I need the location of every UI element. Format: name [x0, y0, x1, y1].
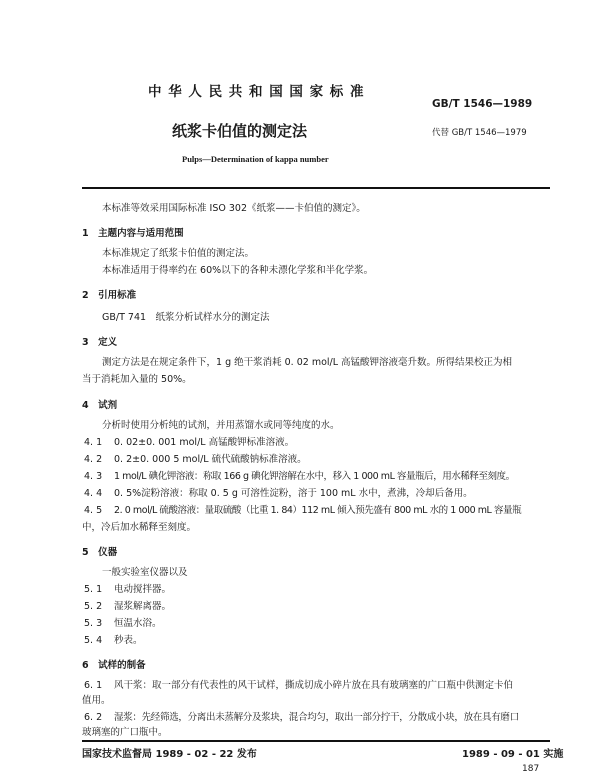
section-1-heading: 1 主题内容与适用范围 [82, 228, 184, 239]
section-1-paragraph-1: 本标准规定了纸浆卡伯值的测定法。 [102, 248, 255, 259]
item-6-1-line-1: 风干浆：取一部分有代表性的风干试样，撕成切成小碎片放在具有玻璃塞的广口瓶中供测定卡伯 [114, 680, 514, 691]
item-4-2-text: 0. 2±0. 000 5 mol/L 硫代硫酸钠标准溶液。 [114, 454, 307, 465]
item-5-1-number: 5. 1 [84, 584, 103, 595]
approval-note: 国家技术监督局 1989 - 02 - 22 发布 [82, 749, 257, 760]
national-standard-title: 中 华 人 民 共 和 国 国 家 标 准 [148, 84, 365, 100]
item-5-3-text: 恒温水浴。 [114, 618, 162, 629]
item-5-4-text: 秒表。 [114, 635, 143, 646]
item-4-4-text: 0. 5%淀粉溶液：称取 0. 5 g 可溶性淀粉，溶于 100 mL 水中，煮沸，冷却后备用。 [114, 488, 473, 499]
section-3-definition-line-2: 当于消耗加入量的 50%。 [82, 374, 192, 385]
item-4-1-number: 4. 1 [84, 437, 103, 448]
intro-paragraph: 本标准等效采用国际标准 ISO 302《纸浆——卡伯值的测定》。 [102, 203, 366, 214]
effective-date: 1989 - 09 - 01 实施 [462, 749, 564, 760]
item-4-2-number: 4. 2 [84, 454, 103, 465]
section-4-intro: 分析时使用分析纯的试剂，并用蒸馏水或同等纯度的水。 [102, 420, 340, 431]
section-2-reference: GB/T 741 纸浆分析试样水分的测定法 [102, 312, 270, 323]
page-number: 187 [522, 764, 540, 771]
item-5-1-text: 电动搅拌器。 [114, 584, 172, 595]
section-1-paragraph-2: 本标准适用于得率约在 60%以下的各种未漂化学浆和半化学浆。 [102, 265, 374, 276]
item-4-4-number: 4. 4 [84, 488, 103, 499]
section-3-definition-line-1: 测定方法是在规定条件下，1 g 绝干浆消耗 0. 02 mol/L 高锰酸钾溶液毫升数。所得结果校正为相 [102, 357, 513, 368]
item-4-5-number: 4. 5 [84, 505, 103, 516]
item-6-1-line-2: 值用。 [82, 695, 111, 706]
item-5-4-number: 5. 4 [84, 635, 103, 646]
item-6-2-line-1: 湿浆：先经筛选，分离出未蒸解分及浆块，混合均匀，取出一部分拧干，分散成小块，放在具有磨口 [114, 712, 519, 723]
section-5-intro: 一般实验室仪器以及 [102, 567, 188, 578]
document-title-english: Pulps—Determination of kappa number [182, 154, 329, 164]
item-4-5-text-line-1: 2. 0 mol/L 硫酸溶液：量取硫酸（比重 1. 84）112 mL 倾入预先盛有 800 mL 水的 1 000 mL 容量瓶 [114, 505, 522, 516]
document-title: 纸浆卡伯值的测定法 [172, 122, 308, 140]
section-5-heading: 5 仪器 [82, 547, 118, 558]
item-4-1-text: 0. 02±0. 001 mol/L 高锰酸钾标准溶液。 [114, 437, 295, 448]
standard-number: GB/T 1546—1989 [432, 98, 533, 110]
section-6-heading: 6 试样的制备 [82, 660, 146, 671]
item-4-5-text-line-2: 中，冷后加水稀释至刻度。 [82, 522, 197, 533]
footer-divider [82, 740, 550, 742]
item-6-2-number: 6. 2 [84, 712, 103, 723]
item-6-1-number: 6. 1 [84, 680, 103, 691]
header-divider [82, 187, 550, 189]
item-5-3-number: 5. 3 [84, 618, 103, 629]
item-4-3-text: 1 mol/L 碘化钾溶液：称取 166 g 碘化钾溶解在水中，移入 1 000 mL 容量瓶后，用水稀释至刻度。 [114, 471, 515, 482]
item-6-2-line-2: 玻璃塞的广口瓶中。 [82, 727, 168, 738]
section-3-heading: 3 定义 [82, 337, 118, 348]
item-4-3-number: 4. 3 [84, 471, 103, 482]
replaces-note: 代替 GB/T 1546—1979 [432, 128, 527, 138]
item-5-2-number: 5. 2 [84, 601, 103, 612]
section-4-heading: 4 试剂 [82, 400, 118, 411]
item-5-2-text: 湿浆解离器。 [114, 601, 172, 612]
section-2-heading: 2 引用标准 [82, 290, 137, 301]
